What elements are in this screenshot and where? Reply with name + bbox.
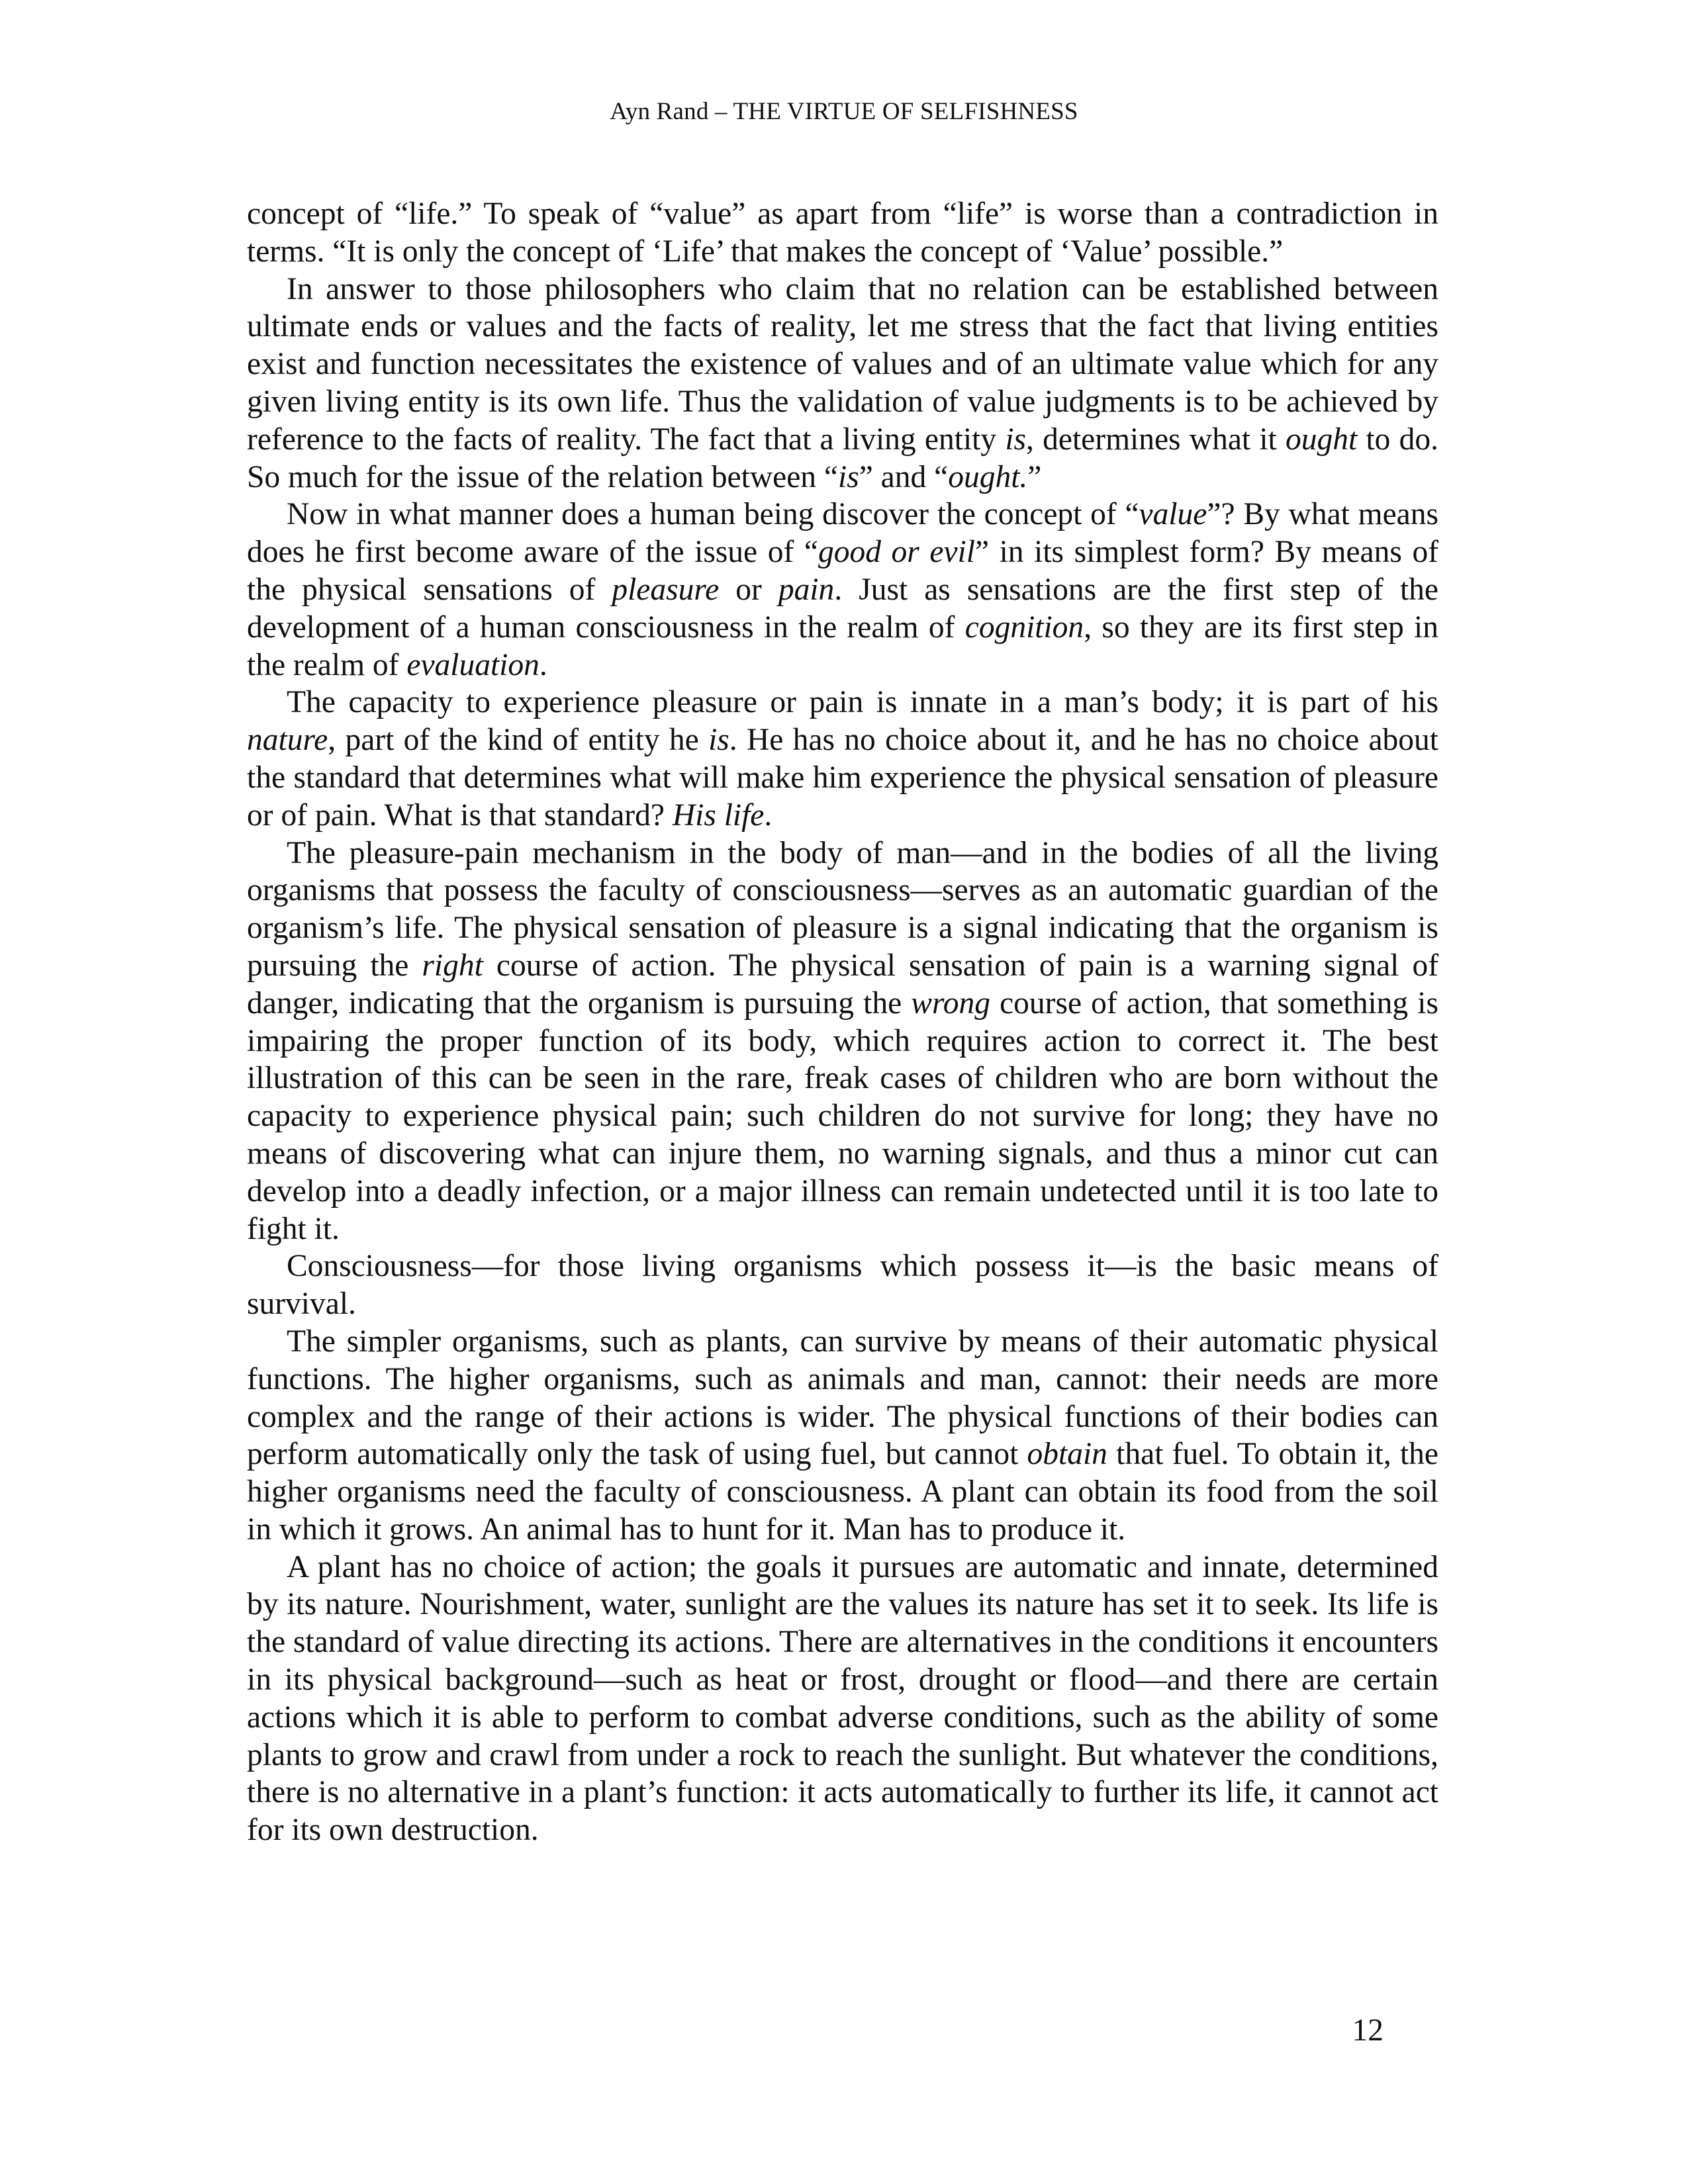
italic-text: evaluation bbox=[406, 647, 539, 682]
text-run: ” bbox=[1027, 459, 1042, 494]
text-run: A plant has no choice of action; the goals it pursues are automatic and innate, determined by its nature. Nourishment, water, sunlight are the values its nature has set it to seek. Its life is the standard of value directing its actions. There are alternatives in the conditions it encounters in its physical background—such as heat or frost, drought or flood—and there are certain actions which it is able to perform to combat adverse conditions, such as the ability of some plants to grow and crawl from under a rock to reach the sunlight. But whatever the conditions, there is no alternative in a plant’s function: it acts automatically to further its life, it cannot act for its own destruction. bbox=[247, 1549, 1438, 1848]
text-run: . bbox=[764, 797, 773, 833]
italic-text: is bbox=[708, 723, 729, 758]
italic-text: nature bbox=[247, 723, 328, 758]
text-run: . He has no choice about it, and he has no choice about the standard that determines what will make him experience the physical sensation of pleasure or of pain. What is that standard? bbox=[247, 723, 1438, 833]
italic-text: cognition bbox=[964, 610, 1084, 645]
running-header: Ayn Rand – THE VIRTUE OF SELFISHNESS bbox=[610, 98, 1078, 125]
italic-text: ought. bbox=[948, 459, 1028, 494]
paragraph bbox=[247, 195, 1438, 271]
text-run: In answer to those philosophers who claim that no relation can be established between ultimate ends or values and the facts of reality, let me stress that the fact that living entities exist and function necessitates the existence of values and of an ultimate value which for any given living entity is its own life. Thus the validation of value judgments is to be achieved by reference to the facts of reality. The fact that a living entity bbox=[247, 271, 1438, 457]
body-text bbox=[247, 195, 1438, 1849]
text-run: ” in its simplest form? By means of the physical sensations of bbox=[247, 535, 1439, 607]
italic-text: value bbox=[1139, 497, 1207, 532]
italic-text: is bbox=[838, 459, 859, 494]
italic-text: good or evil bbox=[818, 535, 975, 570]
italic-text: obtain bbox=[1027, 1437, 1107, 1472]
italic-text: wrong bbox=[911, 985, 990, 1021]
italic-text: pleasure bbox=[612, 572, 720, 607]
text-run: course of action, that something is impairing the proper function of its body, which requires action to correct it. The best illustration of this can be seen in the rare, freak cases of children who are born without the capacity to experience physical pain; such children do not survive for long; they have no means of discovering what can injure them, no warning signals, and thus a minor cut can develop into a deadly infection, or a major illness can remain undetected until it is too late to fight it. bbox=[247, 985, 1438, 1246]
text-run: . Just as sensations are the first step of the development of a human consciousness in the realm of bbox=[247, 572, 1438, 645]
paragraph bbox=[247, 835, 1438, 1248]
text-run: Consciousness—for those living organisms which possess it—is the basic means of survival. bbox=[247, 1249, 1438, 1322]
paragraph bbox=[247, 1248, 1438, 1323]
text-run: , determines what it bbox=[1026, 422, 1286, 457]
text-run: Now in what manner does a human being discover the concept of “ bbox=[287, 497, 1139, 532]
paragraph bbox=[247, 1549, 1438, 1849]
text-run: , so they are its first step in the realm of bbox=[247, 610, 1438, 682]
italic-text: His life bbox=[672, 797, 765, 833]
paragraph bbox=[247, 684, 1438, 834]
text-run: or bbox=[719, 572, 778, 607]
text-run: that fuel. To obtain it, the higher organisms need the faculty of consciousness. A plant can obtain its food from the soil in which it grows. An animal has to hunt for it. Man has to produce it. bbox=[247, 1437, 1438, 1547]
text-run: , part of the kind of entity he bbox=[328, 723, 709, 758]
italic-text: right bbox=[422, 948, 483, 983]
page-number: 12 bbox=[1352, 2013, 1383, 2048]
italic-text: pain bbox=[778, 572, 835, 607]
paragraph bbox=[247, 496, 1438, 684]
text-run: The capacity to experience pleasure or pain is innate in a man’s body; it is part of his bbox=[287, 685, 1438, 720]
italic-text: is bbox=[1005, 422, 1027, 457]
text-run: The pleasure-pain mechanism in the body of man—and in the bodies of all the living organisms that possess the faculty of consciousness—serves as an automatic guardian of the organism’s life. The physical sensation of pleasure is a signal indicating that the organism is pursuing the bbox=[247, 835, 1438, 983]
paragraph bbox=[247, 1323, 1438, 1549]
text-run: The simpler organisms, such as plants, can survive by means of their automatic physical functions. The higher organisms, such as animals and man, cannot: their needs are more complex and the range of their actions is wider. The physical functions of their bodies can perform automatically only the task of using fuel, but cannot bbox=[247, 1324, 1438, 1472]
italic-text: ought bbox=[1286, 422, 1358, 457]
text-run: concept of “life.” To speak of “value” as apart from “life” is worse than a contradiction in terms. “It is only the concept of ‘Life’ that makes the concept of ‘Value’ possible.” bbox=[247, 197, 1438, 269]
text-run: to do. So much for the issue of the relation between “ bbox=[247, 422, 1439, 494]
paragraph bbox=[247, 271, 1438, 496]
text-run: ”? By what means does he first become aware of the issue of “ bbox=[247, 497, 1438, 570]
text-run: ” and “ bbox=[859, 459, 949, 494]
text-run: course of action. The physical sensation of pain is a warning signal of danger, indicating that the organism is pursuing the bbox=[247, 948, 1439, 1021]
text-run: . bbox=[539, 647, 547, 682]
